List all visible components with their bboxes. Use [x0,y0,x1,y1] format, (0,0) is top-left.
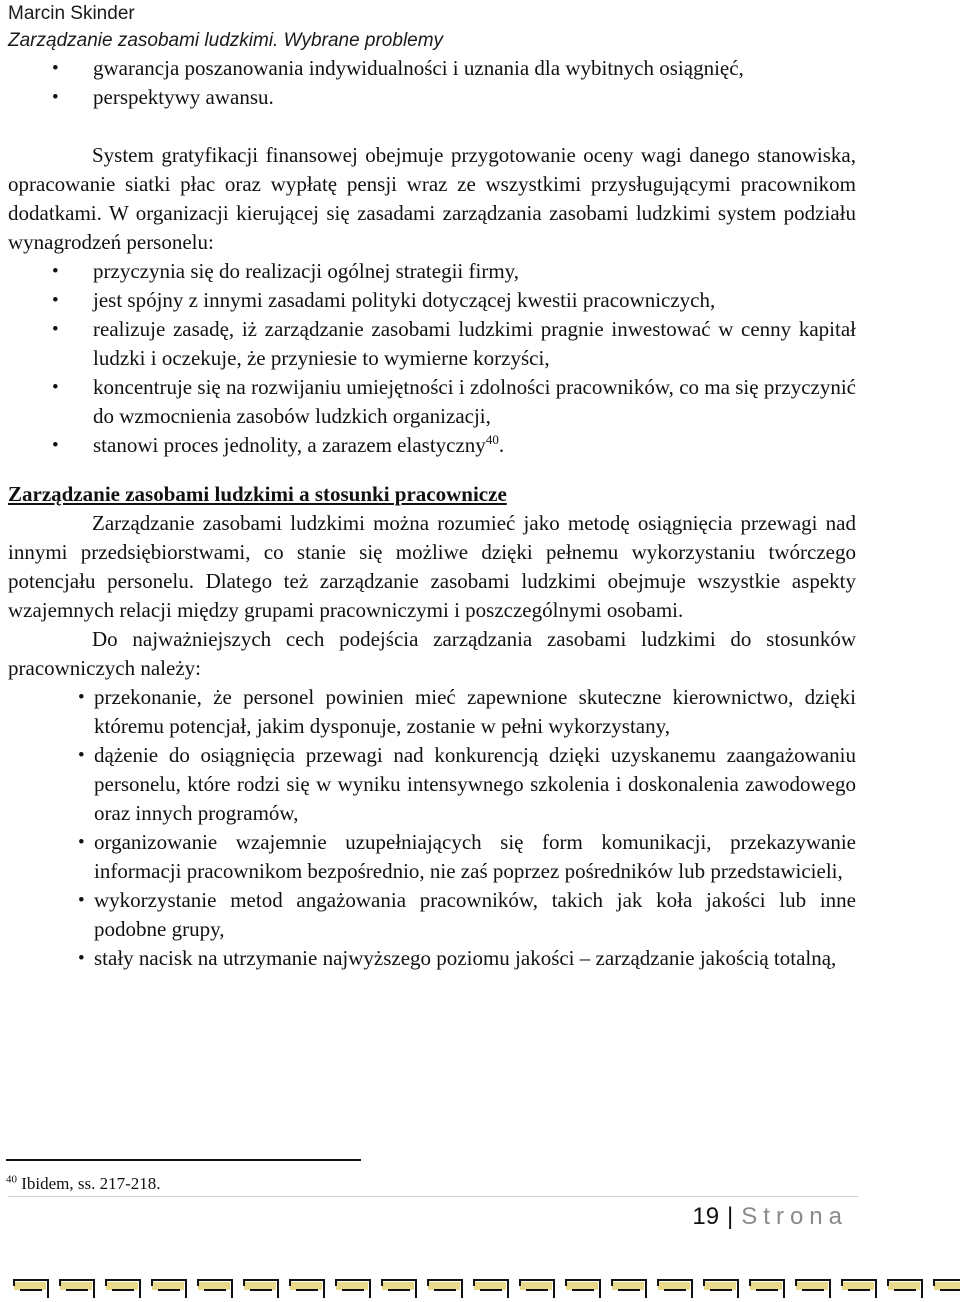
border-segment [612,1280,646,1298]
border-segment [750,1280,784,1298]
decorative-page-border [0,1268,960,1302]
spacer [8,112,856,141]
list-item: • wykorzystanie metod angażowania pracowników, takich jak koła jakości lub inne podobne grupy, [8,886,856,944]
border-segment [888,1280,922,1298]
border-segment [336,1280,370,1298]
list-item: • dążenie do osiągnięcia przewagi nad konkurencją dzięki uzyskanemu zaangażowaniu personelu, które rodzi się w wyniku intensywnego szkolenia i doskonalenia zawodowego oraz innych programów, [8,741,856,828]
page-header [8,0,443,54]
paragraph-hrm-definition: Zarządzanie zasobami ludzkimi można rozumieć jako metodę osiągnięcia przewagi nad innymi przedsiębiorstwami, co stanie się możliwe dzięki pełnemu wykorzystaniu twórczego potencjału personelu. Dlatego też zarządzanie zasobami ludzkimi obejmuje wszystkie aspekty wzajemnych relacji między grupami pracowniczymi i poszczególnymi osobami. [8,511,856,622]
border-segment [658,1280,692,1298]
list-item: • przyczynia się do realizacji ogólnej strategii firmy, [8,257,856,286]
border-segment [290,1280,324,1298]
border-segment [198,1280,232,1298]
footnote-text: Ibidem, ss. 217-218. [21,1174,161,1193]
border-segment [796,1280,830,1298]
header-title: Zarządzanie zasobami ludzkimi. Wybrane problemy [8,30,444,51]
bullet-list-pay-system [8,257,856,460]
page-number-separator: | [727,1203,734,1230]
section-heading: Zarządzanie zasobami ludzkimi a stosunki pracownicze [8,482,507,506]
footnote [6,1173,161,1195]
border-segment [934,1280,960,1298]
border-segment [704,1280,738,1298]
list-item-end: . [498,433,505,457]
border-segment [842,1280,876,1298]
page-number-value: 19 [692,1203,720,1230]
bullet-list-rewards [8,54,856,112]
list-item: • stały nacisk na utrzymanie najwyższego poziomu jakości – zarządzanie jakością totalną, [8,944,856,973]
border-segment [14,1280,48,1298]
border-pattern-graphic [0,1268,960,1302]
page-number [692,1201,848,1233]
footnote-separator [6,1159,361,1161]
bullet-list-features [8,683,856,973]
footnote-ref: 40 [485,432,499,447]
border-segment [106,1280,140,1298]
document-body [8,54,856,973]
list-item: • przekonanie, że personel powinien mieć zapewnione skuteczne kierownictwo, dzięki któremu potencjał, jakim dysponuje, zostanie w pełni wykorzystany, [8,683,856,741]
list-item [8,431,856,460]
list-item: • jest spójny z innymi zasadami polityki dotyczącej kwestii pracowniczych, [8,286,856,315]
list-item: • gwarancja poszanowania indywidualności i uznania dla wybitnych osiągnięć, [8,54,856,83]
border-segment [60,1280,94,1298]
paragraph-features-intro: Do najważniejszych cech podejścia zarządzania zasobami ludzkimi do stosunków pracowniczych należy: [8,627,856,680]
list-item-text: stanowi proces jednolity, a zarazem elastyczny [93,433,486,457]
border-segment [428,1280,462,1298]
border-segment [382,1280,416,1298]
page-number-rule [8,1196,858,1197]
border-segment [244,1280,278,1298]
page-label: Strona [741,1203,848,1230]
spacer [8,460,856,480]
border-segment [474,1280,508,1298]
list-item: • koncentruje się na rozwijaniu umiejętności i zdolności pracowników, co ma się przyczynić do wzmocnienia zasobów ludzkich organizacji, [8,373,856,431]
border-segment [520,1280,554,1298]
footnote-number: 40 [6,1173,17,1186]
list-item: • realizuje zasadę, iż zarządzanie zasobami ludzkimi pragnie inwestować w cenny kapitał ludzki i oczekuje, że przyniesie to wymierne korzyści, [8,315,856,373]
paragraph-gratification: System gratyfikacji finansowej obejmuje przygotowanie oceny wagi danego stanowiska, opracowanie siatki płac oraz wypłatę pensji wraz ze wszystkimi przysługującymi pracownikom dodatkami. W organizacji kierującej się zasadami zarządzania zasobami ludzkimi system podziału wynagrodzeń personelu: [8,143,856,254]
border-segment [566,1280,600,1298]
list-item: • perspektywy awansu. [8,83,856,112]
header-author: Marcin Skinder [8,3,135,24]
border-segment [152,1280,186,1298]
list-item: • organizowanie wzajemnie uzupełniających się form komunikacji, przekazywanie informacji pracownikom bezpośrednio, nie zaś poprzez pośredników lub przedstawicieli, [8,828,856,886]
